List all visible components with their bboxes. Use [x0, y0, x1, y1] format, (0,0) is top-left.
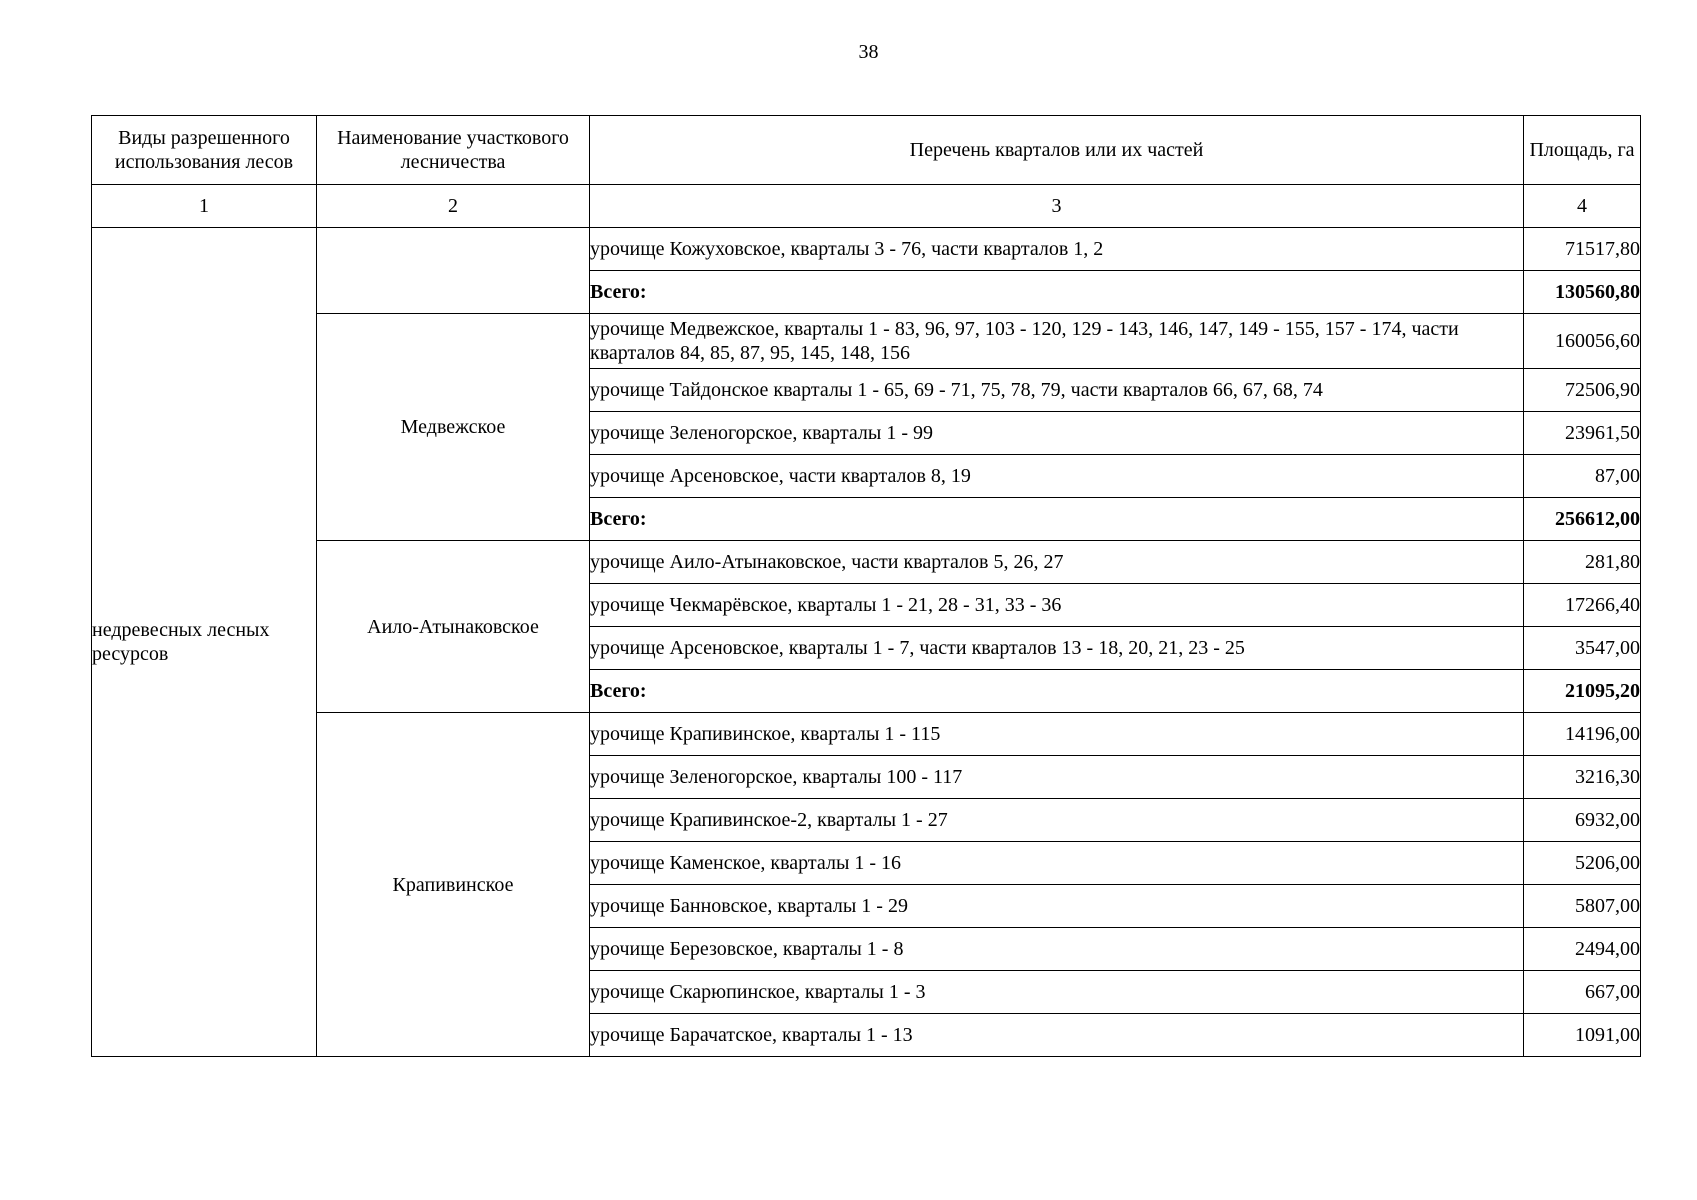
quarters-cell: урочище Медвежское, кварталы 1 - 83, 96, 97, 103 - 120, 129 - 143, 146, 147, 149 - 155, 157 - 174, части кварталов 84, 85, 87, 95, 145, 148, 156 — [590, 314, 1524, 369]
area-cell: 1091,00 — [1524, 1014, 1641, 1057]
area-cell: 5807,00 — [1524, 885, 1641, 928]
area-cell: 281,80 — [1524, 541, 1641, 584]
area-cell: 71517,80 — [1524, 228, 1641, 271]
quarters-cell: урочище Банновское, кварталы 1 - 29 — [590, 885, 1524, 928]
area-cell: 160056,60 — [1524, 314, 1641, 369]
quarters-cell: урочище Крапивинское, кварталы 1 - 115 — [590, 713, 1524, 756]
area-cell: 72506,90 — [1524, 369, 1641, 412]
quarters-cell: урочище Скарюпинское, кварталы 1 - 3 — [590, 971, 1524, 1014]
table-row — [92, 228, 1641, 271]
table-row — [92, 713, 1641, 756]
header-area: Площадь, га — [1524, 116, 1641, 185]
total-area: 130560,80 — [1524, 271, 1641, 314]
area-cell: 87,00 — [1524, 455, 1641, 498]
area-cell: 6932,00 — [1524, 799, 1641, 842]
quarters-cell: урочище Тайдонское кварталы 1 - 65, 69 - 71, 75, 78, 79, части кварталов 66, 67, 68, 74 — [590, 369, 1524, 412]
table-row — [92, 314, 1641, 369]
column-number: 2 — [317, 185, 590, 228]
quarters-cell: урочище Барачатское, кварталы 1 - 13 — [590, 1014, 1524, 1057]
column-number: 3 — [590, 185, 1524, 228]
quarters-cell: урочище Кожуховское, кварталы 3 - 76, части кварталов 1, 2 — [590, 228, 1524, 271]
area-cell: 3216,30 — [1524, 756, 1641, 799]
header-forestry: Наименование участкового лесничества — [317, 116, 590, 185]
quarters-cell: урочище Березовское, кварталы 1 - 8 — [590, 928, 1524, 971]
quarters-cell: урочище Зеленогорское, кварталы 100 - 117 — [590, 756, 1524, 799]
kind-of-use-cell: недревесных лесных ресурсов — [92, 228, 317, 1057]
forestry-cell: Аило-Атынаковское — [317, 541, 590, 713]
column-number: 1 — [92, 185, 317, 228]
area-cell: 667,00 — [1524, 971, 1641, 1014]
table-header-row — [92, 116, 1641, 185]
area-cell: 2494,00 — [1524, 928, 1641, 971]
total-label: Всего: — [590, 670, 1524, 713]
total-label: Всего: — [590, 271, 1524, 314]
total-area: 21095,20 — [1524, 670, 1641, 713]
column-number-row — [92, 185, 1641, 228]
forestry-cell — [317, 228, 590, 314]
area-cell: 23961,50 — [1524, 412, 1641, 455]
area-cell: 5206,00 — [1524, 842, 1641, 885]
column-number: 4 — [1524, 185, 1641, 228]
header-quarters: Перечень кварталов или их частей — [590, 116, 1524, 185]
area-cell: 14196,00 — [1524, 713, 1641, 756]
quarters-cell: урочище Арсеновское, кварталы 1 - 7, части кварталов 13 - 18, 20, 21, 23 - 25 — [590, 627, 1524, 670]
forest-use-table — [91, 115, 1641, 1057]
quarters-cell: урочище Крапивинское-2, кварталы 1 - 27 — [590, 799, 1524, 842]
quarters-cell: урочище Каменское, кварталы 1 - 16 — [590, 842, 1524, 885]
forestry-cell: Медвежское — [317, 314, 590, 541]
quarters-cell: урочище Зеленогорское, кварталы 1 - 99 — [590, 412, 1524, 455]
quarters-cell: урочище Аило-Атынаковское, части кварталов 5, 26, 27 — [590, 541, 1524, 584]
total-area: 256612,00 — [1524, 498, 1641, 541]
quarters-cell: урочище Чекмарёвское, кварталы 1 - 21, 28 - 31, 33 - 36 — [590, 584, 1524, 627]
quarters-cell: урочище Арсеновское, части кварталов 8, 19 — [590, 455, 1524, 498]
area-cell: 17266,40 — [1524, 584, 1641, 627]
area-cell: 3547,00 — [1524, 627, 1641, 670]
table-row — [92, 541, 1641, 584]
forestry-cell: Крапивинское — [317, 713, 590, 1057]
total-label: Всего: — [590, 498, 1524, 541]
header-kind-of-use: Виды разрешенного использования лесов — [92, 116, 317, 185]
page-number: 38 — [858, 41, 879, 63]
